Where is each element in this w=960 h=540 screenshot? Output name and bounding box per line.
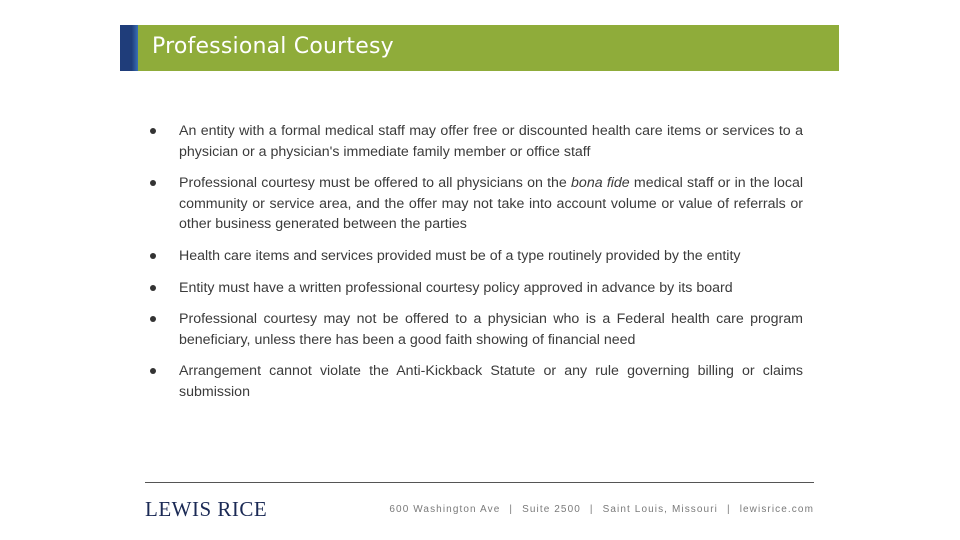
bullet-text (179, 175, 803, 232)
title-accent-bar (120, 25, 138, 71)
bullet-icon (150, 180, 156, 186)
bullet-text: An entity with a formal medical staff may offer free or discounted health care items or services to a physician or a physician's immediate family member or office staff (179, 123, 803, 160)
footer-separator: | (726, 504, 731, 515)
bullet-text: Professional courtesy may not be offered to a physician who is a Federal health care program beneficiary, unless there has been a good faith showing of financial need (179, 311, 803, 348)
footer-separator: | (509, 504, 514, 515)
footer-contact (389, 504, 814, 515)
bullet-icon (150, 368, 156, 374)
bullet-icon (150, 316, 156, 322)
bullet-list (150, 121, 803, 414)
bullet-text: Arrangement cannot violate the Anti-Kickback Statute or any rule governing billing or claims submission (179, 363, 803, 400)
bullet-item (150, 361, 803, 402)
bullet-item (150, 309, 803, 350)
footer-city: Saint Louis, Missouri (602, 504, 718, 515)
bullet-item (150, 278, 803, 299)
bullet-icon (150, 285, 156, 291)
bullet-text-part: Professional courtesy must be offered to all physicians on the (179, 175, 572, 192)
bullet-emphasis: bona fide (571, 175, 630, 192)
slide-title: Professional Courtesy (152, 34, 394, 59)
footer-divider (145, 482, 814, 483)
bullet-item (150, 121, 803, 162)
company-logo: LEWIS RICE (145, 497, 268, 521)
bullet-item (150, 173, 803, 235)
bullet-text-part: medical staff or in the local community or service area, and the offer may not take into account volume or value of referrals or other business generated between the parties (179, 175, 803, 233)
bullet-icon (150, 253, 156, 259)
footer-suite: Suite 2500 (522, 504, 581, 515)
footer-website-link[interactable]: lewisrice.com (739, 504, 814, 515)
bullet-icon (150, 128, 156, 134)
bullet-text: Entity must have a written professional courtesy policy approved in advance by its board (179, 279, 733, 296)
bullet-text: Health care items and services provided must be of a type routinely provided by the entity (179, 247, 741, 264)
footer-separator: | (589, 504, 594, 515)
footer-address: 600 Washington Ave (389, 504, 501, 515)
bullet-item (150, 246, 803, 267)
title-bar (120, 25, 839, 71)
